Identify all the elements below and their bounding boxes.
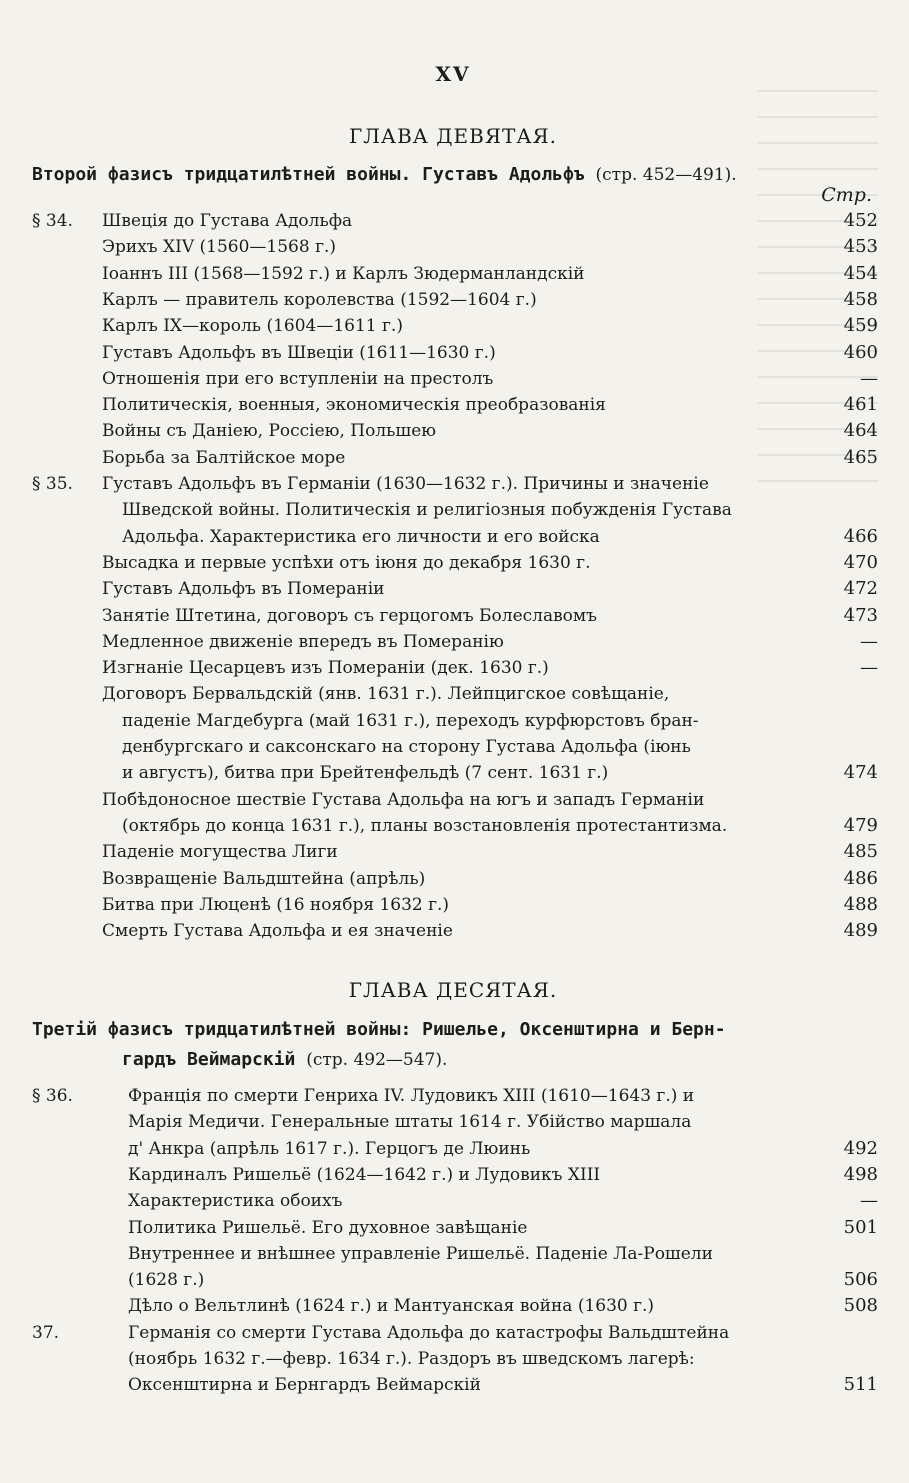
entry-text-line: Борьба за Балтійское море xyxy=(102,447,346,468)
entry-text-line: Карлъ IX—король (1604—1611 г.) xyxy=(102,316,403,337)
entry-text-line: денбургскаго и саксонскаго на сторону Густава Адольфа (іюнь xyxy=(122,736,691,757)
entry-text-line: (1628 г.) xyxy=(128,1270,205,1291)
page-ref: 489 xyxy=(843,920,878,942)
page-ref: 485 xyxy=(843,841,878,863)
page-ref: 458 xyxy=(843,288,878,310)
entry-text-line: Возвращеніе Вальдштейна (апрѣль) xyxy=(102,868,426,889)
chapter-10-title-line-2: гардъ Веймарскій xyxy=(122,1049,296,1070)
page-column-label: Стр. xyxy=(821,184,872,206)
chapter-9-title xyxy=(32,160,874,190)
entry-text-line: Договоръ Бервальдскій (янв. 1631 г.). Лейпцигское совѣщаніе, xyxy=(102,684,670,705)
entry-text-line: Медленное движеніе впередъ въ Померанію xyxy=(102,631,504,652)
chapter-10-title-line-1: Третій фазисъ тридцатилѣтней войны: Ришелье, Оксенштирна и Берн- xyxy=(32,1019,726,1040)
page-ref: 486 xyxy=(843,867,878,889)
chapter-9-page-range: (стр. 452—491). xyxy=(595,165,737,185)
page-number: XV xyxy=(435,62,471,86)
chapter-9-heading: ГЛАВА ДЕВЯТАЯ. xyxy=(349,124,557,148)
page-ref: 506 xyxy=(843,1269,878,1291)
page-ref: 488 xyxy=(843,893,878,915)
entry-text-line: Оксенштирна и Бернгардъ Веймарскій xyxy=(128,1375,481,1396)
entry-text-line: Политика Ришельё. Его духовное завѣщаніе xyxy=(128,1217,528,1238)
page-ref: — xyxy=(860,1190,878,1212)
entry-text-line: Паденіе могущества Лиги xyxy=(102,842,338,863)
toc-page xyxy=(28,0,878,1483)
entry-text-line: д' Анкра (апрѣль 1617 г.). Герцогъ де Люинь xyxy=(128,1138,531,1159)
page-ref: 479 xyxy=(843,814,878,836)
entry-text-line: (октябрь до конца 1631 г.), планы возстановленія протестантизма. xyxy=(122,815,728,836)
page-ref: — xyxy=(860,657,878,679)
entry-text-line: Кардиналъ Ришельё (1624—1642 г.) и Лудовикъ XIII xyxy=(128,1164,601,1185)
entry-text-line: Густавъ Адольфъ въ Германіи (1630—1632 г.). Причины и значеніе xyxy=(102,474,709,494)
page-ref: 466 xyxy=(843,525,878,547)
entry-text-line: Карлъ — правитель королевства (1592—1604 г.) xyxy=(102,289,537,310)
entry-text-line: Густавъ Адольфъ въ Помераніи xyxy=(102,579,385,600)
page-ref: — xyxy=(860,630,878,652)
page-ref: 470 xyxy=(843,551,878,573)
page-ref: 464 xyxy=(843,420,878,442)
entry-text-line: Франція по смерти Генриха IV. Лудовикъ XIII (1610—1643 г.) и xyxy=(128,1086,695,1106)
chapter-10-page-range: (стр. 492—547). xyxy=(306,1050,448,1070)
page-ref: 511 xyxy=(843,1374,878,1396)
entry-text-line: Швеція до Густава Адольфа xyxy=(102,211,353,231)
page-ref: 501 xyxy=(843,1216,878,1238)
entry-text-line: Дѣло о Вельтлинѣ (1624 г.) и Мантуанская война (1630 г.) xyxy=(128,1296,655,1317)
entry-text-line: Германія со смерти Густава Адольфа до катастрофы Вальдштейна xyxy=(128,1322,730,1343)
section-number: § 34. xyxy=(32,211,73,231)
entry-text-line: Войны съ Даніею, Россіею, Польшею xyxy=(102,421,437,442)
section-number: 37. xyxy=(32,1322,60,1343)
chapter-10-title xyxy=(32,1015,874,1075)
entry-text-line: паденіе Магдебурга (май 1631 г.), переходъ курфюрстовъ бран- xyxy=(122,710,699,731)
entry-text-line: Смерть Густава Адольфа и ея значеніе xyxy=(102,921,453,942)
entry-text-line: Внутреннее и внѣшнее управленіе Ришельё. Паденіе Ла-Рошели xyxy=(128,1243,713,1264)
entry-text-line: Высадка и первые успѣхи отъ іюня до декабря 1630 г. xyxy=(102,552,591,573)
section-number: § 36. xyxy=(32,1086,73,1106)
entry-text-line: Характеристика обоихъ xyxy=(128,1191,343,1212)
entry-text-line: Отношенія при его вступленіи на престолъ xyxy=(102,368,494,389)
page-ref: 472 xyxy=(843,578,878,600)
entry-text-line: Изгнаніе Цесарцевъ изъ Помераніи (дек. 1630 г.) xyxy=(102,658,549,679)
page-ref: 498 xyxy=(843,1163,878,1185)
entry-text-line: Густавъ Адольфъ въ Швеціи (1611—1630 г.) xyxy=(102,342,496,363)
entry-text-line: Шведской войны. Политическія и религіозныя побужденія Густава xyxy=(122,500,732,521)
page-ref: 453 xyxy=(843,236,878,258)
entry-text-line: Побѣдоносное шествіе Густава Адольфа на югъ и западъ Германіи xyxy=(102,789,705,810)
page-ref: 474 xyxy=(843,762,878,784)
entry-text-line: Политическія, военныя, экономическія преобразованія xyxy=(102,395,606,416)
page-ref: 465 xyxy=(843,446,878,468)
page-ref: 461 xyxy=(843,394,878,416)
page-ref: 452 xyxy=(843,210,878,231)
page-ref: — xyxy=(860,367,878,389)
entry-text-line: Битва при Люценѣ (16 ноября 1632 г.) xyxy=(102,894,450,915)
page-ref: 508 xyxy=(843,1295,878,1317)
page-ref: 459 xyxy=(843,315,878,337)
entry-text-line: Занятіе Штетина, договоръ съ герцогомъ Болеславомъ xyxy=(102,605,597,626)
page-ref: 454 xyxy=(843,262,878,284)
entry-text-line: Іоаннъ III (1568—1592 г.) и Карлъ Зюдерманландскій xyxy=(102,263,585,284)
entry-text-line: Марія Медичи. Генеральные штаты 1614 г. Убійство маршала xyxy=(128,1112,692,1133)
chapter-10-heading: ГЛАВА ДЕСЯТАЯ. xyxy=(348,978,558,1002)
section-number: § 35. xyxy=(32,474,73,494)
page-ref: 473 xyxy=(843,604,878,626)
page-ref: 460 xyxy=(843,341,878,363)
page-ref: 492 xyxy=(843,1137,878,1159)
entry-text-line: Адольфа. Характеристика его личности и его войска xyxy=(122,526,600,547)
entry-text-line: Эрихъ XIV (1560—1568 г.) xyxy=(102,237,337,258)
entry-text-line: и августъ), битва при Брейтенфельдѣ (7 сент. 1631 г.) xyxy=(122,763,609,784)
entry-text-line: (ноябрь 1632 г.—февр. 1634 г.). Раздоръ въ шведскомъ лагерѣ: xyxy=(128,1348,695,1369)
chapter-9-title-text: Второй фазисъ тридцатилѣтней войны. Густавъ Адольфъ xyxy=(32,164,585,185)
